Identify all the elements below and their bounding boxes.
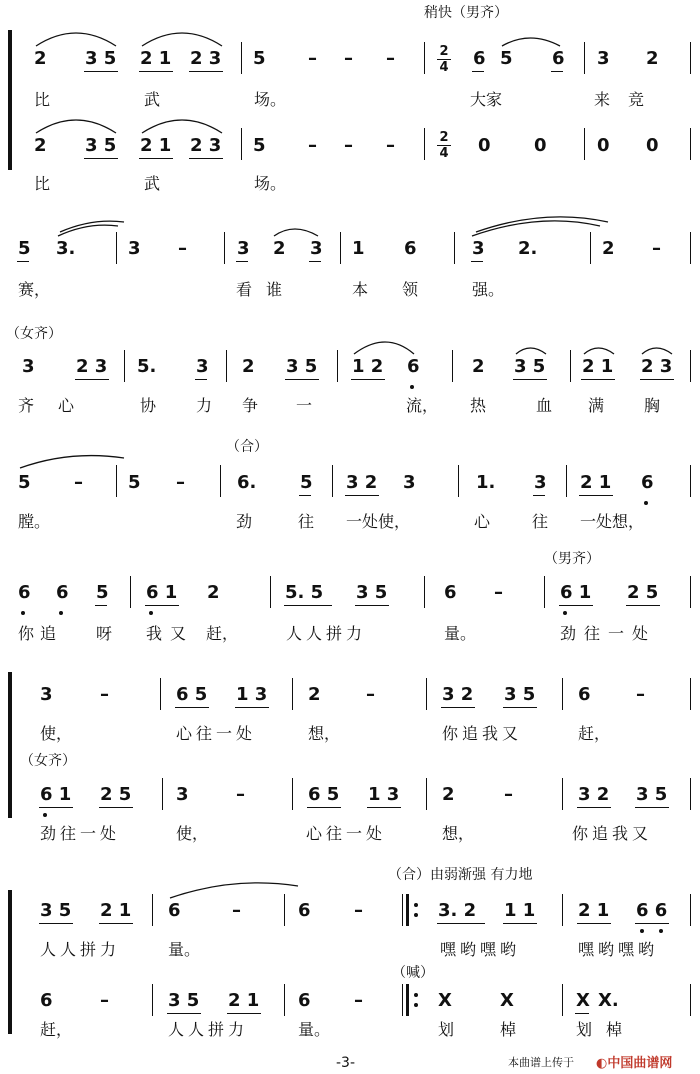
lyric: 比: [34, 90, 51, 109]
voice-label: （喊）: [392, 965, 434, 981]
lyric: 场。: [254, 174, 287, 193]
lyric: 你追我又: [442, 724, 523, 743]
lyric: 齐心: [18, 396, 99, 415]
lyric: 心: [474, 512, 491, 531]
lyric: 想，: [308, 724, 341, 743]
lyric: 本领: [352, 280, 453, 299]
lyric: 赶，: [206, 624, 239, 643]
lyric: 想，: [442, 824, 475, 843]
lyric: 流，: [406, 396, 439, 415]
lyric: 人人拼力: [286, 624, 367, 643]
lyric: 场。: [254, 90, 287, 109]
lyric: 你追我又: [572, 824, 653, 843]
lyric: 人人拼力: [168, 1020, 249, 1039]
lyric: 呀: [96, 624, 113, 643]
voice-label: （女齐）: [6, 326, 62, 342]
lyric: 武: [144, 90, 161, 109]
dynamics-marking: （合）由弱渐强 有力地: [388, 867, 533, 883]
lyric: 划: [438, 1020, 455, 1039]
lyric: 膛。: [18, 512, 51, 531]
lyric: 往: [298, 512, 315, 531]
voice-label: （合）: [226, 439, 268, 455]
lyric: 心往一处: [306, 824, 387, 843]
lyric: 棹: [500, 1020, 517, 1039]
lyric: 你追: [18, 624, 63, 643]
logo-icon: ◐: [596, 1056, 608, 1071]
voice-label: （女齐）: [20, 753, 76, 769]
lyric: 热血: [470, 396, 603, 415]
lyric: 劲往一处: [560, 624, 657, 643]
score-page: 稍快（男齐） 2 3 5 2 1 2 3 5 – – – 2 4 6 5 6 3 2 比 武 场。 大家 来竞 2 3 5 2 1 2 3 5 – – – 2 4 0 0 0 0 比 武 场。 5 3. 3 – 3 2 3 1 6 3 2. 2 – 赛， 看谁 本领 强。 （女齐） 3 2 3 5. 3 2 3 5 1 2 6 2 3 5 2 1 2 3 齐心 协力 争一 流， 热血 满胸 （合） 5 – 5 – 6. 5 3 2 3 1. 3 2 1 6 膛。 劲 往 一处使， 心 往 一处想， （男齐） 6 6 5 6 1 2 5. 5 3 5 6 – 6 1 2 5 你追 呀 我又 赶， 人人拼力 量。 劲往一处 3 – 6 5 1 3 2 – 3 2 3 5 6 – 使， 心往一处 想， 你追我又 赶， （女齐） 6 1 2 5 3 – 6 5 1 3 2 – 3 2 3 5 劲往一处 使， 心往一处 想， 你追我又 （合）由弱渐强 有力地 3 5 2 1 6 – 6 – 3. 2 1 1 2 1 6 6 人人拼力 量。 嘿哟嘿哟 嘿哟嘿哟 （喊） 6 – 3 5 2 1 6 – X X X X. 赶， 人人拼力 量。 划 棹 划棹 -3- 本曲谱上传于 ◐中国曲谱网: [0, 0, 700, 1074]
lyric: 比: [34, 174, 51, 193]
lyric: 协力: [140, 396, 253, 415]
lyric: 嘿哟嘿哟: [578, 940, 659, 959]
lyric: 劲往一处: [40, 824, 121, 843]
voice-label: （男齐）: [544, 551, 600, 567]
lyric: 量。: [168, 940, 201, 959]
lyric: 争一: [242, 396, 351, 415]
lyric: 强。: [472, 280, 505, 299]
lyric: 大家: [470, 90, 503, 109]
lyric: 劲: [236, 512, 253, 531]
lyric: 划棹: [576, 1020, 637, 1039]
lyric: 看谁: [236, 280, 297, 299]
lyric: 武: [144, 174, 161, 193]
footer-text: 本曲谱上传于: [508, 1056, 574, 1069]
lyric: 来竞: [594, 90, 663, 109]
lyric: 赛，: [18, 280, 51, 299]
lyric: 量。: [298, 1020, 331, 1039]
lyric: 满胸: [588, 396, 700, 415]
lyric: 往: [532, 512, 549, 531]
lyric: 使，: [40, 724, 73, 743]
lyric: 心往一处: [176, 724, 257, 743]
lyric: 一处想，: [580, 512, 645, 531]
lyric: 赶，: [40, 1020, 73, 1039]
site-logo[interactable]: [596, 1052, 672, 1071]
lyric: 量。: [444, 624, 477, 643]
lyric: 人人拼力: [40, 940, 121, 959]
lyric: 嘿哟嘿哟: [440, 940, 521, 959]
lyric: 使，: [176, 824, 209, 843]
lyric: 我又: [146, 624, 195, 643]
page-number: -3-: [336, 1055, 356, 1071]
lyric: 一处使，: [346, 512, 411, 531]
tempo-marking: 稍快（男齐）: [424, 5, 508, 21]
logo-text: 中国曲谱网: [607, 1056, 673, 1071]
lyric: 赶，: [578, 724, 611, 743]
